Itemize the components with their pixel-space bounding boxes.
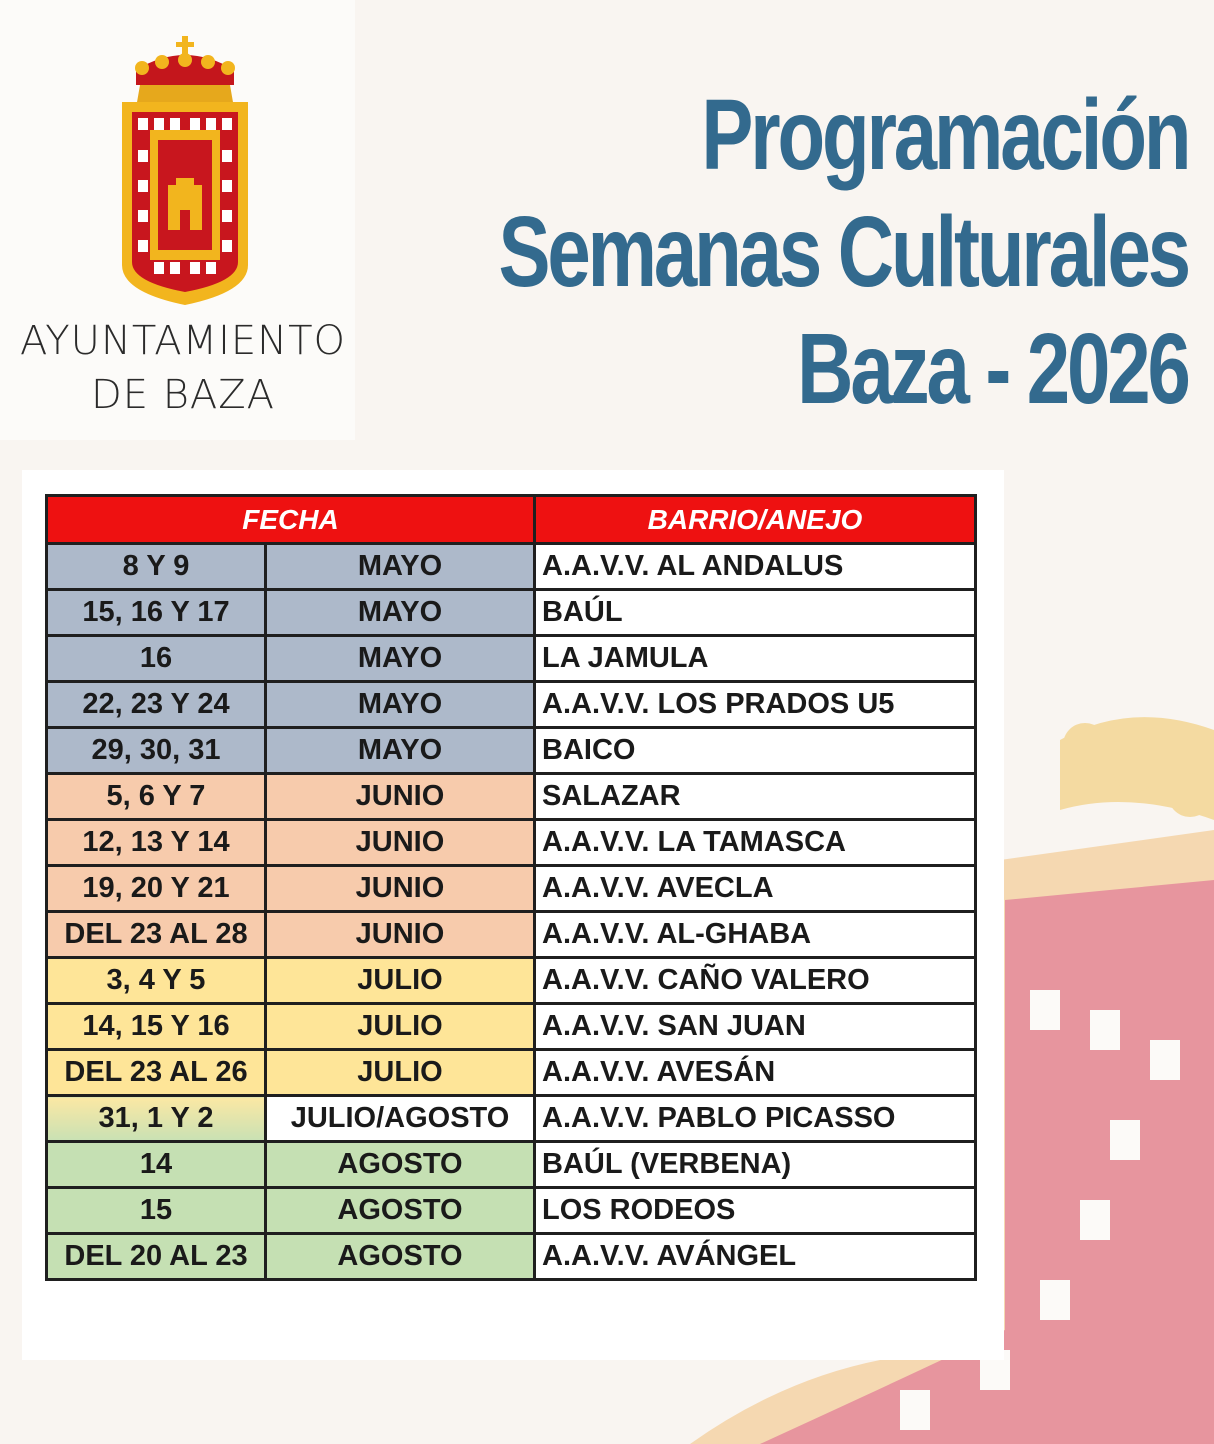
- date-cell: 31, 1 Y 2: [47, 1096, 266, 1142]
- date-cell: 15, 16 Y 17: [47, 590, 266, 636]
- place-cell: SALAZAR: [535, 774, 976, 820]
- table-row: [47, 774, 976, 820]
- month-cell: AGOSTO: [266, 1188, 535, 1234]
- month-cell: MAYO: [266, 682, 535, 728]
- place-cell: A.A.V.V. AVECLA: [535, 866, 976, 912]
- table-row: [47, 866, 976, 912]
- table-row: [47, 1188, 976, 1234]
- month-cell: JUNIO: [266, 866, 535, 912]
- header-fecha: FECHA: [47, 496, 535, 544]
- table-row: [47, 544, 976, 590]
- table-row: [47, 1050, 976, 1096]
- table-row: [47, 1004, 976, 1050]
- table-row: [47, 728, 976, 774]
- coat-of-arms-logo: [110, 30, 260, 305]
- place-cell: A.A.V.V. AL ANDALUS: [535, 544, 976, 590]
- date-cell: 15: [47, 1188, 266, 1234]
- place-cell: A.A.V.V. AVESÁN: [535, 1050, 976, 1096]
- title-line-2: Semanas Culturales: [498, 196, 1188, 308]
- table-row: [47, 958, 976, 1004]
- schedule-table: [45, 494, 977, 1281]
- title-line-1: Programación: [700, 79, 1188, 191]
- month-cell: JUNIO: [266, 820, 535, 866]
- date-cell: 19, 20 Y 21: [47, 866, 266, 912]
- header-barrio-anejo: BARRIO/ANEJO: [535, 496, 976, 544]
- table-row: [47, 590, 976, 636]
- table-header-row: [47, 496, 976, 544]
- table-row: [47, 1142, 976, 1188]
- place-cell: A.A.V.V. LOS PRADOS U5: [535, 682, 976, 728]
- table-row: [47, 1234, 976, 1280]
- date-cell: DEL 23 AL 28: [47, 912, 266, 958]
- place-cell: BAÚL (VERBENA): [535, 1142, 976, 1188]
- place-cell: LOS RODEOS: [535, 1188, 976, 1234]
- date-cell: 14: [47, 1142, 266, 1188]
- place-cell: A.A.V.V. PABLO PICASSO: [535, 1096, 976, 1142]
- date-cell: 5, 6 Y 7: [47, 774, 266, 820]
- place-cell: BAICO: [535, 728, 976, 774]
- place-cell: LA JAMULA: [535, 636, 976, 682]
- date-cell: 12, 13 Y 14: [47, 820, 266, 866]
- month-cell: JULIO: [266, 958, 535, 1004]
- table-row: [47, 912, 976, 958]
- place-cell: BAÚL: [535, 590, 976, 636]
- table-row: [47, 820, 976, 866]
- table-row: [47, 636, 976, 682]
- date-cell: 3, 4 Y 5: [47, 958, 266, 1004]
- month-cell: AGOSTO: [266, 1234, 535, 1280]
- place-cell: A.A.V.V. AVÁNGEL: [535, 1234, 976, 1280]
- date-cell: 16: [47, 636, 266, 682]
- month-cell: MAYO: [266, 590, 535, 636]
- month-cell: JULIO: [266, 1050, 535, 1096]
- logo-text-ayuntamiento: AYUNTAMIENTO: [19, 318, 346, 364]
- title-line-3: Baza - 2026: [797, 313, 1188, 425]
- date-cell: DEL 23 AL 26: [47, 1050, 266, 1096]
- date-cell: 22, 23 Y 24: [47, 682, 266, 728]
- month-cell: AGOSTO: [266, 1142, 535, 1188]
- place-cell: A.A.V.V. SAN JUAN: [535, 1004, 976, 1050]
- table-row: [47, 1096, 976, 1142]
- date-cell: 14, 15 Y 16: [47, 1004, 266, 1050]
- date-cell: DEL 20 AL 23: [47, 1234, 266, 1280]
- month-cell: MAYO: [266, 636, 535, 682]
- date-cell: 29, 30, 31: [47, 728, 266, 774]
- month-cell: MAYO: [266, 544, 535, 590]
- place-cell: A.A.V.V. LA TAMASCA: [535, 820, 976, 866]
- table-row: [47, 682, 976, 728]
- month-cell: JULIO: [266, 1004, 535, 1050]
- logo-text-de-baza: DE BAZA: [90, 372, 276, 418]
- month-cell: JUNIO: [266, 774, 535, 820]
- place-cell: A.A.V.V. AL-GHABA: [535, 912, 976, 958]
- place-cell: A.A.V.V. CAÑO VALERO: [535, 958, 976, 1004]
- month-cell: JUNIO: [266, 912, 535, 958]
- month-cell: MAYO: [266, 728, 535, 774]
- month-cell: JULIO/AGOSTO: [266, 1096, 535, 1142]
- date-cell: 8 Y 9: [47, 544, 266, 590]
